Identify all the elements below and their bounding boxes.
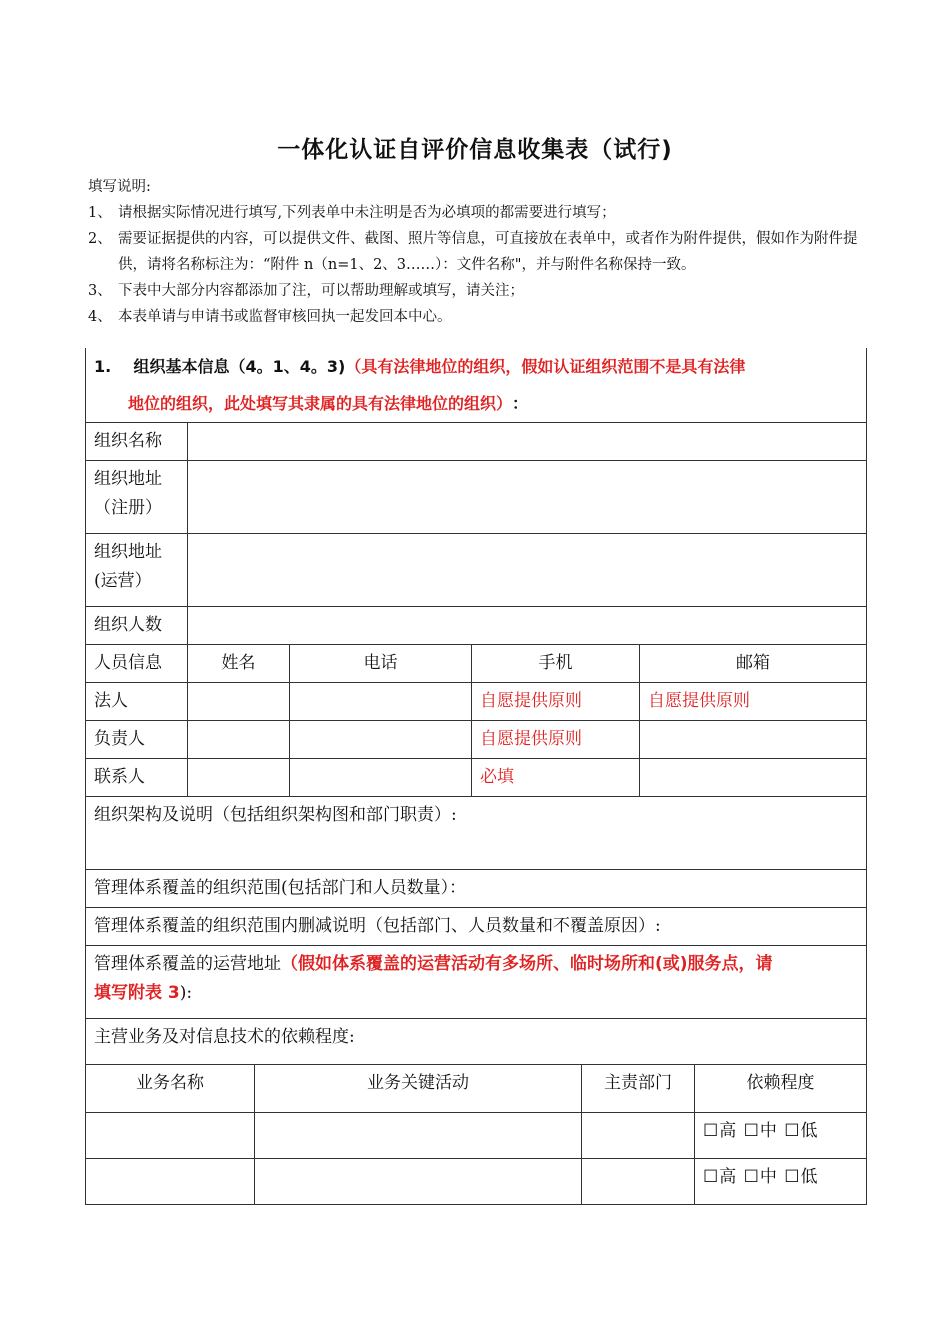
org-info-table	[85, 348, 867, 1065]
org-headcount-field[interactable]	[188, 607, 867, 645]
person-email-field[interactable]	[640, 721, 867, 759]
instruction-item: 2、 需要证据提供的内容，可以提供文件、截图、照片等信息，可直接放在表单中，或者作为附件提供，假如作为附件提供，请将名称标注为：“附件 n（n=1、2、3……）：文件名称"，并与附件名称保持一致。	[88, 231, 858, 273]
table-row	[86, 759, 867, 797]
org-structure-field[interactable]: 组织架构及说明（包括组织架构图和部门职责）:	[86, 797, 867, 870]
dependency-checkboxes[interactable]: ☐高 ☐中 ☐低	[695, 1158, 867, 1204]
instruction-item: 4、 本表单请与申请书或监督审核回执一起发回本中心。	[88, 309, 452, 325]
table-row	[86, 683, 867, 721]
document-title: 一体化认证自评价信息收集表（试行)	[277, 137, 673, 163]
business-header-name: 业务名称	[86, 1065, 255, 1112]
org-address-registered-label: 组织地址 （注册）	[86, 461, 188, 534]
person-phone-field[interactable]	[290, 759, 472, 797]
org-address-registered-field[interactable]	[188, 461, 867, 534]
person-phone-field[interactable]	[290, 683, 472, 721]
dependency-checkboxes[interactable]: ☐高 ☐中 ☐低	[695, 1112, 867, 1158]
business-activity-field[interactable]	[255, 1112, 582, 1158]
business-table	[85, 1065, 867, 1205]
business-dept-field[interactable]	[582, 1112, 695, 1158]
person-phone-field[interactable]	[290, 721, 472, 759]
person-role: 联系人	[86, 759, 188, 797]
scope-reduction-field[interactable]: 管理体系覆盖的组织范围内删减说明（包括部门、人员数量和不覆盖原因）:	[86, 908, 867, 946]
business-header-activity: 业务关键活动	[255, 1065, 582, 1112]
org-name-field[interactable]	[188, 423, 867, 461]
org-name-label: 组织名称	[86, 423, 188, 461]
table-row	[86, 1158, 867, 1204]
org-address-operating-label: 组织地址 (运营）	[86, 534, 188, 607]
instructions-heading: 填写说明:	[88, 179, 151, 195]
person-name-field[interactable]	[188, 721, 290, 759]
business-header-dependency: 依赖程度	[695, 1065, 867, 1112]
operating-address-field[interactable]: 管理体系覆盖的运营地址（假如体系覆盖的运营活动有多场所、临时场所和(或)服务点，请 填写附表 3):	[86, 946, 867, 1019]
person-email-field[interactable]	[640, 759, 867, 797]
instruction-item: 1、 请根据实际情况进行填写,下列表单中未注明是否为必填项的都需要进行填写；	[88, 205, 616, 221]
person-role: 法人	[86, 683, 188, 721]
person-mobile-field[interactable]: 必填	[472, 759, 640, 797]
people-header-info: 人员信息	[86, 645, 188, 683]
people-header-name: 姓名	[188, 645, 290, 683]
scope-field[interactable]: 管理体系覆盖的组织范围(包括部门和人员数量）：	[86, 870, 867, 908]
person-name-field[interactable]	[188, 683, 290, 721]
instruction-item: 3、 下表中大部分内容都添加了注，可以帮助理解或填写，请关注；	[88, 283, 524, 299]
business-name-field[interactable]	[86, 1158, 255, 1204]
person-role: 负责人	[86, 721, 188, 759]
person-name-field[interactable]	[188, 759, 290, 797]
table-row	[86, 721, 867, 759]
business-activity-field[interactable]	[255, 1158, 582, 1204]
person-mobile-field[interactable]: 自愿提供原则	[472, 721, 640, 759]
table-row	[86, 1112, 867, 1158]
business-name-field[interactable]	[86, 1112, 255, 1158]
section-heading: 1. 组织基本信息（4。1、4。3)（具有法律地位的组织，假如认证组织范围不是具有法律 地位的组织，此处填写其隶属的具有法律地位的组织）：	[86, 348, 867, 423]
org-headcount-label: 组织人数	[86, 607, 188, 645]
business-dept-field[interactable]	[582, 1158, 695, 1204]
info-form	[85, 348, 866, 1205]
instructions	[88, 174, 878, 330]
business-header-dept: 主责部门	[582, 1065, 695, 1112]
org-address-operating-field[interactable]	[188, 534, 867, 607]
people-header-mobile: 手机	[472, 645, 640, 683]
people-header-phone: 电话	[290, 645, 472, 683]
people-header-email: 邮箱	[640, 645, 867, 683]
business-dependency-heading: 主营业务及对信息技术的依赖程度:	[86, 1019, 867, 1065]
person-email-field[interactable]: 自愿提供原则	[640, 683, 867, 721]
person-mobile-field[interactable]: 自愿提供原则	[472, 683, 640, 721]
